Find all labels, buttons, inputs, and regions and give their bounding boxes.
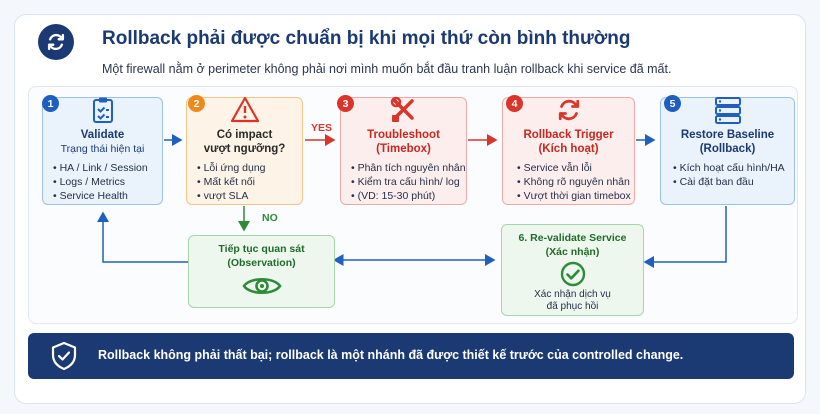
list-item: • Phân tích nguyên nhân [351,161,466,175]
list-item: • Logs / Metrics [53,175,162,189]
yes-label: YES [311,122,333,134]
list-item: • (VD: 15-30 phút) [351,189,466,203]
revalidate-line-1: Xác nhận dịch vụ [534,289,611,300]
step-4-title: Rollback Trigger [523,129,614,141]
page-title: Rollback phải được chuẩn bị khi mọi thứ còn bình thường [102,28,631,49]
step-2-list [197,161,302,203]
clipboard-check-icon [90,96,116,129]
list-item: • Service vẫn lỗi [517,161,634,175]
server-icon [713,96,743,129]
list-item: • Không rõ nguyên nhân [517,175,634,189]
footer-banner [28,333,794,379]
tools-icon [390,96,418,129]
step-3-troubleshoot [340,97,467,205]
step-4-list [517,161,634,203]
list-item: • Lỗi ứng dụng [197,161,302,175]
step-5-restore-baseline [660,97,795,205]
observation-title: Tiếp tục quan sát [218,243,305,255]
list-item: • HA / Link / Session [53,161,162,175]
step-2-impact-decision [186,97,303,205]
revalidate-subtitle: (Xác nhận) [545,246,600,258]
step-2-subtitle: vượt ngưỡng? [203,143,286,155]
step-3-number: 3 [337,95,354,112]
refresh-icon [555,96,583,129]
revalidate-line-2: đã phục hồi [546,301,599,312]
step-4-subtitle: (Kích hoạt) [538,143,599,155]
list-item: • Mất kết nối [197,175,302,189]
observation-subtitle: (Observation) [227,257,296,269]
list-item: • Kích hoạt cấu hình/HA [673,161,794,175]
check-circle-icon [560,261,586,292]
list-item: • Kiểm tra cấu hình/ log [351,175,466,189]
step-5-subtitle: (Rollback) [699,143,756,155]
step-1-title: Validate [80,129,125,141]
banner-text: Rollback không phải thất bại; rollback là một nhánh đã được thiết kế trước của controlled change. [98,348,684,362]
list-item: • Service Health [53,189,162,203]
step-3-title: Troubleshoot [367,129,440,141]
step-5-list [673,161,794,189]
step-1-validate [42,97,163,205]
warning-icon [230,96,260,128]
step-2-number: 2 [188,95,205,112]
step-1-number: 1 [42,95,59,112]
revalidate-title: 6. Re-validate Service [518,232,627,244]
step-5-title: Restore Baseline [680,129,775,141]
revalidate-box [501,224,644,316]
list-item: • vượt SLA [197,189,302,203]
step-4-number: 4 [506,95,523,112]
eye-icon [242,273,282,304]
step-5-number: 5 [664,95,681,112]
list-item: • Cài đặt ban đầu [673,175,794,189]
step-1-subtitle: Trạng thái hiện tại [60,143,145,155]
page-subtitle: Một firewall nằm ở perimeter không phải nơi mình muốn bắt đầu tranh luận rollback khi service đã mất. [102,62,672,76]
list-item: • Vượt thời gian timebox [517,189,634,203]
step-1-list [53,161,162,203]
step-3-subtitle: (Timebox) [376,143,431,155]
refresh-icon [38,24,74,60]
observation-box [188,235,335,308]
step-2-title: Có impact [216,129,273,141]
shield-check-icon [50,341,78,376]
step-3-list [351,161,466,203]
no-label: NO [262,212,278,224]
step-4-rollback-trigger [502,97,635,205]
